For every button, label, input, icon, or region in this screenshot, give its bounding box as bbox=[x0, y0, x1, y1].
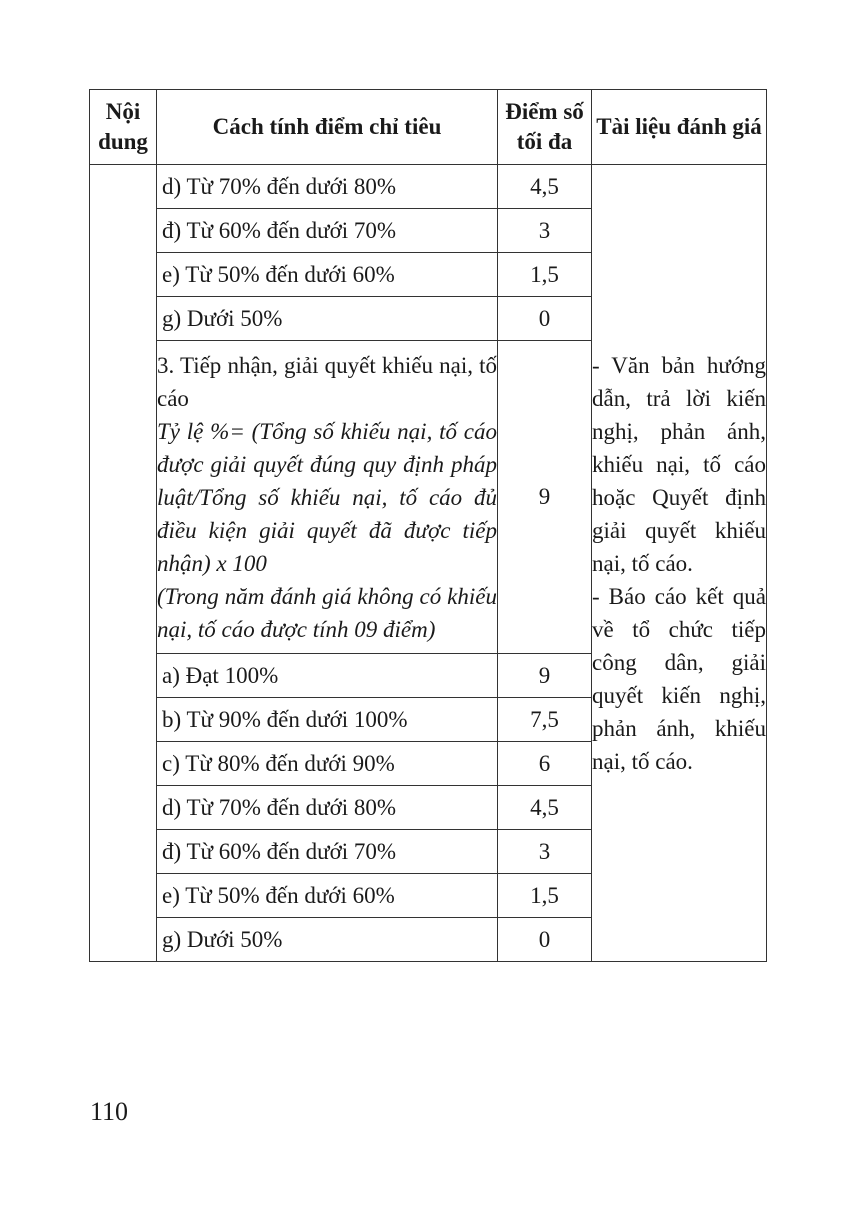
documents-item: - Báo cáo kết quả về tổ chức tiếp công dân, giải quyết kiến nghị, phản ánh, khiếu nại, tố cáo. bbox=[592, 583, 766, 774]
header-content: Nội dung bbox=[90, 90, 157, 165]
score-cell: 3 bbox=[498, 830, 592, 874]
score-cell: 9 bbox=[498, 654, 592, 698]
header-documents: Tài liệu đánh giá bbox=[592, 90, 767, 165]
criteria-cell: g) Dưới 50% bbox=[157, 918, 498, 962]
criteria-cell: g) Dưới 50% bbox=[157, 297, 498, 341]
section-3-note: (Trong năm đánh giá không có khiếu nại, tố cáo được tính 09 điểm) bbox=[157, 583, 497, 642]
section-3-title: 3. Tiếp nhận, giải quyết khiếu nại, tố cáo bbox=[157, 352, 497, 411]
section-3-formula: Tỷ lệ %= (Tổng số khiếu nại, tố cáo được giải quyết đúng quy định pháp luật/Tổng số khiếu nại, tố cáo đủ điều kiện giải quyết đã được tiếp nhận) x 100 bbox=[157, 418, 497, 576]
criteria-cell: e) Từ 50% đến dưới 60% bbox=[157, 874, 498, 918]
score-cell: 4,5 bbox=[498, 165, 592, 209]
page-number: 110 bbox=[90, 1097, 129, 1126]
section-3-criteria-cell bbox=[157, 341, 498, 654]
criteria-cell: e) Từ 50% đến dưới 60% bbox=[157, 253, 498, 297]
score-cell: 3 bbox=[498, 209, 592, 253]
criteria-cell: a) Đạt 100% bbox=[157, 654, 498, 698]
criteria-cell: d) Từ 70% đến dưới 80% bbox=[157, 165, 498, 209]
documents-item: - Văn bản hướng dẫn, trả lời kiến nghị, phản ánh, khiếu nại, tố cáo hoặc Quyết định giải quyết khiếu nại, tố cáo. bbox=[592, 352, 766, 576]
evaluation-table bbox=[89, 89, 767, 962]
table-row bbox=[90, 165, 767, 209]
criteria-cell: c) Từ 80% đến dưới 90% bbox=[157, 742, 498, 786]
score-cell: 7,5 bbox=[498, 698, 592, 742]
score-cell: 0 bbox=[498, 297, 592, 341]
content-cell bbox=[90, 165, 157, 962]
score-cell: 6 bbox=[498, 742, 592, 786]
criteria-cell: b) Từ 90% đến dưới 100% bbox=[157, 698, 498, 742]
criteria-cell: đ) Từ 60% đến dưới 70% bbox=[157, 209, 498, 253]
score-cell: 4,5 bbox=[498, 786, 592, 830]
header-criteria: Cách tính điểm chỉ tiêu bbox=[157, 90, 498, 165]
score-cell: 9 bbox=[498, 341, 592, 654]
header-row bbox=[90, 90, 767, 165]
criteria-cell: d) Từ 70% đến dưới 80% bbox=[157, 786, 498, 830]
header-max-score: Điểm số tối đa bbox=[498, 90, 592, 165]
score-cell: 0 bbox=[498, 918, 592, 962]
documents-cell bbox=[592, 165, 767, 962]
criteria-cell: đ) Từ 60% đến dưới 70% bbox=[157, 830, 498, 874]
score-cell: 1,5 bbox=[498, 874, 592, 918]
score-cell: 1,5 bbox=[498, 253, 592, 297]
